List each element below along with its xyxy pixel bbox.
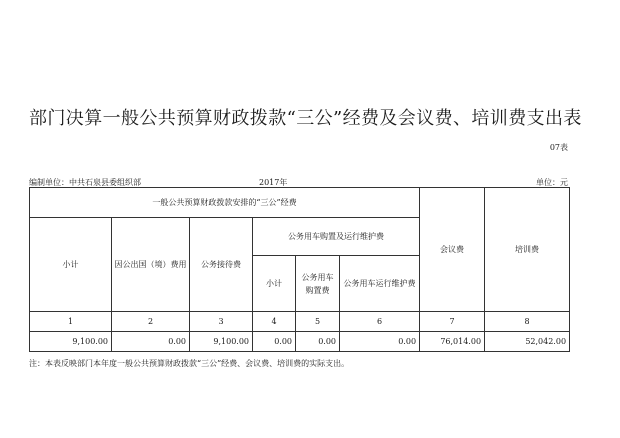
vehicle-ops-header: 公务用车运行维护费	[340, 256, 420, 312]
value-cell: 0.00	[296, 332, 340, 352]
table-code: 07表	[549, 143, 568, 152]
value-cell: 9,100.00	[30, 332, 112, 352]
report-year: 2017年	[259, 178, 288, 187]
report-title: 部门决算一般公共预算财政拨款“三公”经费及会议费、培训费支出表	[29, 108, 582, 129]
expenditure-table	[29, 187, 570, 352]
value-cell: 0.00	[253, 332, 296, 352]
value-cell: 52,042.00	[485, 332, 570, 352]
three-public-header: 一般公共预算财政拨款安排的“三公”经费	[30, 188, 420, 218]
index-cell: 7	[420, 312, 485, 332]
value-cell: 0.00	[340, 332, 420, 352]
value-cell: 76,014.00	[420, 332, 485, 352]
vehicle-subtotal-header: 小计	[253, 256, 296, 312]
abroad-fee-header: 因公出国（境）费用	[112, 218, 190, 312]
footnote: 注：本表反映部门本年度一般公共预算财政拨款“三公”经费、会议费、培训费的实际支出。	[29, 359, 350, 368]
index-cell: 5	[296, 312, 340, 332]
header-row-1	[30, 188, 570, 218]
vehicle-group-header: 公务用车购置及运行维护费	[253, 218, 420, 256]
vehicle-purchase-header: 公务用车购置费	[296, 256, 340, 312]
money-unit: 单位：元	[536, 178, 568, 187]
reception-fee-header: 公务接待费	[190, 218, 253, 312]
index-row	[30, 312, 570, 332]
meeting-fee-header: 会议费	[420, 188, 485, 312]
index-cell: 8	[485, 312, 570, 332]
index-cell: 1	[30, 312, 112, 332]
compiling-unit: 编制单位：中共石泉县委组织部	[29, 178, 141, 187]
values-row	[30, 332, 570, 352]
index-cell: 2	[112, 312, 190, 332]
subtotal-header: 小计	[30, 218, 112, 312]
index-cell: 3	[190, 312, 253, 332]
index-cell: 4	[253, 312, 296, 332]
index-cell: 6	[340, 312, 420, 332]
value-cell: 9,100.00	[190, 332, 253, 352]
training-fee-header: 培训费	[485, 188, 570, 312]
value-cell: 0.00	[112, 332, 190, 352]
